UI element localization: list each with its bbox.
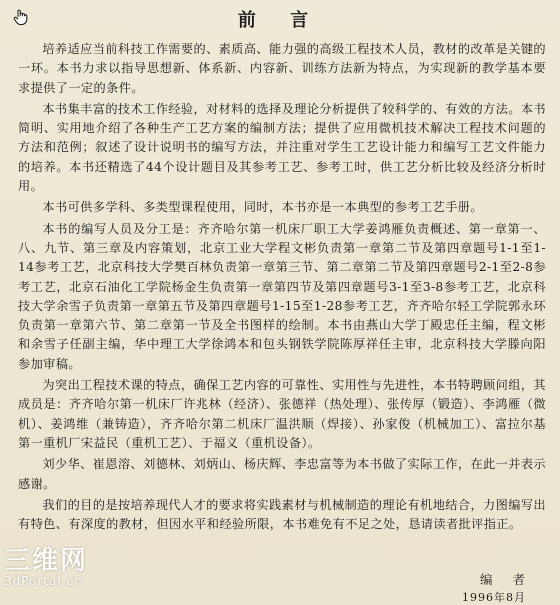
paragraph: 刘少华、崔恩溶、刘德林、刘炳山、杨庆辉、李忠富等为本书做了实际工作，在此一并表示感谢。	[18, 457, 546, 491]
paragraph: 我们的目的是按培养现代人才的要求将实践素材与机械制造的理论有机地结合，力图编写出有特色、有深度的教材，但因水平和经验所限，本书难免有不足之处，恳请读者批评指正。	[18, 497, 546, 532]
paragraph: 本书集丰富的技术工作经验，对材料的选择及理论分析提供了较科学的、有效的方法。本书简明、实用地介绍了各种生产工艺方案的编制方法；提供了应用微机技术解决工程技术问题的方法和范例；叙述了设计说明书的编写方法，并注重对学生工艺设计能力和编写工艺文件能力的培养。本书还精选了44个设计题目及其参考工艺、参考工时，供工艺分析比较及经济分析时用。	[18, 101, 546, 194]
signature: 编 者	[480, 572, 533, 587]
preface-body	[18, 40, 546, 536]
date: 1996年8月	[462, 591, 526, 604]
paragraph: 本书可供多学科、多类型课程使用，同时，本书亦是一本典型的参考工艺手册。	[42, 200, 483, 215]
paragraph: 培养适应当前科技工作需要的、素质高、能力强的高级工程技术人员，教材的改革是关键的一环。本书力求以指导思想新、体系新、内容新、训练方法新为特点，为实现新的教学基本要求提供了一定的条件。	[18, 42, 546, 95]
watermark-logo: 三维网	[4, 546, 89, 576]
page-title: 前 言	[237, 10, 323, 31]
paragraph: 为突出工程技术课的特点，确保工艺内容的可靠性、实用性与先进性，本书特聘顾问组，其成员是：齐齐哈尔第一机床厂许兆林（经济）、张德祥（热处理）、张传厚（锻造）、李鸿雁（微机）、姜鸿维（兼铸造），齐齐哈尔第二机床厂温洪顺（焊接）、孙家俊（机械加工）、富拉尔基第一重机厂宋益民（重机工艺）、于福义（重机设备）。	[18, 378, 546, 450]
paragraph: 本书的编写人员及分工是：齐齐哈尔第一机床厂职工大学姜鸿雁负责概述、第一章第一、八、九节、第三章及内容策划，北京工业大学程文彬负责第一章第二节及第四章题号1-1至1-14参考工艺，北京科技大学樊百林负责第一章第三节、第二章第二节及第四章题号2-1至2-8参考工艺，北京石油化工学院杨金生负责第一章第四节及第四章题号3-1至3-8参考工艺，北京科技大学余雪子负责第一章第五节及第四章题号1-15至1-28参考工艺，齐齐哈尔轻工学院郭永环负责第一章第六节、第二章第一节及全书图样的绘制。本书由燕山大学丁殿忠任主编，程文彬和余雪子任副主编，华中理工大学徐鸿本和包头钢铁学院陈厚祥任主审，北京科技大学滕向阳参加审稿。	[18, 221, 546, 371]
watermark-url: 3dPortal.cn	[4, 574, 83, 588]
watermark	[4, 548, 88, 588]
